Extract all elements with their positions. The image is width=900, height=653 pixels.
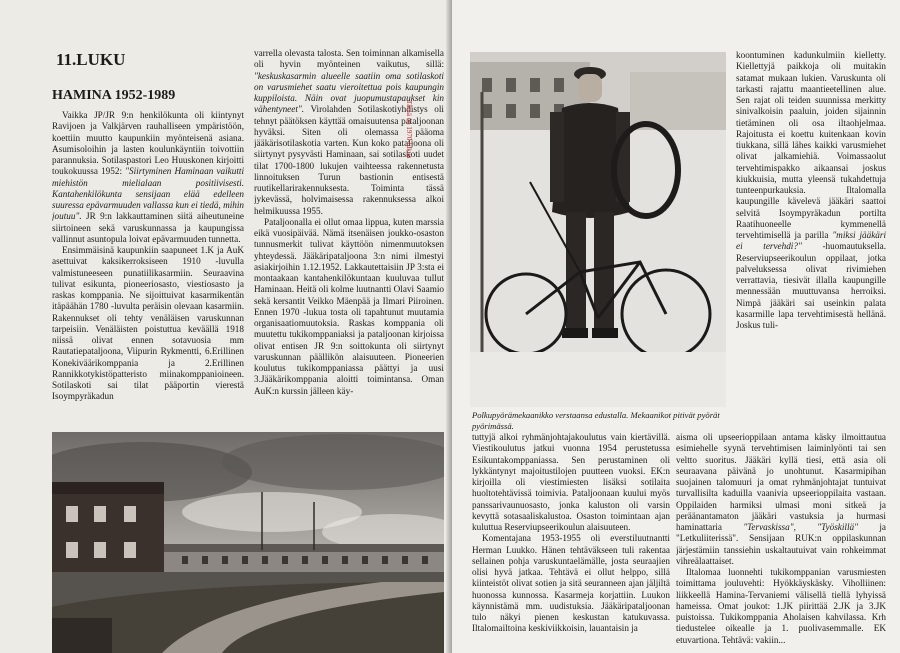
text-column-1	[52, 110, 244, 422]
paragraph: varrella olevasta talosta. Sen toiminnan alkamisella oli hyvin myönteinen vaikutus, sillä: "keskuskasarmin alueelle saatiin oma sotilaskoti on varusmiehet saatu vieroitettua pois kaupungin kuppiloista. Näin ovat juopumustapaukset kin vähentyneet". Virolahden Sotilaskotiyhdistys oli tehnyt päätöksen käyttää omaisuutensa pataljoonan hyväksi. Siten oli olemassa pääoma jääkärisotilaskotia varten. Kun koko pataljoona oli siirtynyt pysyvästi Haminaan, sai sotilaskoti uudet tilat 1700-1800 lukujen vaihteessa rakennetusta linnoituksen Turun bastionin entisestä ruutikellarirakennuksesta. Toiminta tässä jykevässä, holvimaisessa rakennuksessa alkoi helmikuussa 1955.	[254, 48, 444, 216]
paragraph: Pataljoonalla ei ollut omaa lippua, kuten marssia eikä vuosipäivää. Nämä itsenäisen joukko-osaston tunnusmerkit tulivat käyttöön nimenmuutoksen yhteydessä. Jääkäripataljoona 3:n nimi ilmestyi asiakirjoihin 1.12.1952. Lakkautettaisiin JP 3:sta ei montaakaan kantahenkilökuntaan kuuluvaa tullut Haminaan. Heitä oli kolme luutnantti Olavi Saamio sekä kersantit Veikko Mäenpää ja Ilmari Piiroinen. Ennen 1970 -lukua tosta oli tapahtunut muutamia organisaatiomuutoksia. Raskas komppania oli muutettu tukikomppaniaksi ja pataljoonan kirjoissa olivat entisen JR 9:n soittokunta oli siirtynyt varuskunnan päällikön alaisuuteen. Pioneerien koulutus tukikomppaniassa päättyi ja uusi 3.Jääkärikomppania aloitti toimintansa. Oman AuK:n kurssin jälleen käy-	[254, 216, 444, 396]
right-page	[452, 0, 900, 653]
paragraph: Ensimmäisinä kaupunkiin saapuneet 1.K ja AuK asettuivat kaksikerroksiseen 1910 -luvulla valmistuneeseen punatiilikasarmiin. Seuraavina tulivat esikunta, pioneeriosasto, viestiosasto ja raskas komppania. Ne sijoittuivat kasarmikentän itäpäähän 1780 -luvulta peräisin olevaan kasarmiin. Rakennukset oli tehty venäläisen varuskunnan tarpeisiin. Venäläisten poistuttua keväällä 1918 niissä olivat ennen sotavuosia mm Rautatiepataljoona, Viipurin Rykmentti, 6.Erillinen Konekiväärikomppania ja 2.Erillinen Rannikkotykistöpatteristo miinakomppanioineen. Sotilaskoti sai tilat pääportin vierestä Isoympyräkadun	[52, 245, 244, 402]
paragraph: koontuminen kadunkulmiin kielletty. Kiellettyjä paikkoja oli muitakin satamat mukaan lukien. Varuskunta oli tarkasti rajattu maantieetellinen alue. Sen rajat oli teiden suunnissa merkitty sinivalkoisin paaluin, joiden sijainnin tietäminen oli osa iltaohjelmaa. Rajoitusta ei koettu kuitenkaan kovin tiukkana, sillä lähes kaikki varusmiehet olivat jalkamiehiä. Voimassaolut tervehtimispakko aikaansai joskus kiukkuisia, mutta yleensä tukahdettuja tunteenpurkauksia. Iltalomalla kaupungille kävelevä jääkäri saattoi selvitä Isoympyräkadun portilta Raatihuoneelle kymmenellä tervehtimisellä ja parilla "miksi jääkäri ei tervehdi?" -huomautuksella. Reserviupseerikoulun oppilaat, jotka palveluksessa olivat rivimiehen verrattavia, tiesivät illalla kaupungille mennessään muuttuvansa herroiksi. Nimpä jääkäri sai useinkin palata kasarmille lapa tervehtimisestä hellänä. Joskus tuli-	[736, 50, 886, 330]
bicycle-mechanic-photo	[470, 52, 726, 407]
barracks-photo-image	[52, 432, 444, 653]
side-text-column	[736, 50, 886, 420]
margin-annotation: Tämä on 1970-lukua	[405, 100, 413, 159]
bicycle-mechanic-image	[470, 52, 726, 407]
paragraph: Vaikka JP/JR 9:n henkilökunta oli kiintynyt Ravijoen ja Valkjärven rauhalliseen ympäristöön, koettiin muutto kaupunkiin myönteisenä asiana. Asumisoloihin ja lasten koulunkäyntiin toivottiin parannuksia. Sotilaspastori Leo Huuskonen kirjoitti toukokuussa 1952: "Siirtyminen Haminaan vaikutti miehistön mielialaan positiivisesti. Kantahenkilökunta sensijaan elää edelleen suuressa epävarmuuden vallassa kun ei tiedä, mihin joutuu". JR 9:n lakkauttaminen siitä aiheutuneine siirtoineen sekä varuskunnassa ja kaupungissa vallinnut asuntopula loivat epävarmuuden tunnetta.	[52, 110, 244, 244]
photo-caption: Polkupyörämekaanikko verstaansa edustalla. Mekaanikot pitivät pyörät pyörimässä.	[472, 410, 720, 431]
paragraph: Komentajana 1953-1955 oli everstiluutnantti Herman Luukko. Hänen tehtäväkseen tuli rakentaa sellainen pohja varuskuntaelämälle, josta seuraajien olisi hyvä jatkaa. Tehtävä ei ollut helppo, sillä kiinteistöt olivat sotien ja sitä seuranneen ajan jäljiltä huonossa kunnossa. Kasarmeja korjattiin. Luukon käynnistämä mm. uudistuksia. Jääkäripataljoonan tulo näkyi pienen keskustan katukuvassa. Iltalomailtoina keskiviikkoisin, lauantaisin ja	[472, 533, 670, 634]
paragraph: tuttyjä alkoi ryhmänjohtajakoulutus vain kiertävillä. Viestikoulutus jatkui vuonna 1954 perustetussa Esikuntakomppaniassa. Sen perustaminen oli lykkäntynyt majoitustilojen puutteen vuoksi. EK:n kirjoilla oli viestimiesten lisäksi sotilaita huoltotehtävissä toimivia. Pataljoonaan kuului myös panssarivaunuosasto, jonka kaluston oli varsin kevyttä sotasaaliskalustoa. Osaston toimintaan ajan kuluttua Reserviupseerikoulun alaisuuteen.	[472, 432, 670, 532]
text-column-3	[472, 432, 670, 653]
barracks-photo	[52, 432, 444, 653]
paragraph: aisma oli upseerioppilaan antama käsky ilmoittautua esimiehelle syynä tervehtimisen laiminlyönti tai sen veltto suoritus. Jääkäri kyllä tiesi, että asia oli seuraavana päivänä jo unohtunut. Kasarmipihan suojainen talomuuri ja omat ryhmänjohtajat tuntuivat turvallisilta kaduilla vaanivia upseerioppilaita vastaan. Oppilaiden harmiksi ulmasi moni sitkeä ja peräänantamaton jääkäri vastuksia ja hurmasi haminattaria "Tervaskissa", "Työskillä" ja "Letkuliiterissä". Sensijaan RUK:n oppilaskunnan järjestämiin tanssiehin uskaltautuivat vain rohkeimmat vihreälaattaiset.	[676, 432, 886, 566]
text-column-2	[254, 48, 444, 426]
paragraph: Iltalomaa luonnehti tukikomppanian varusmiesten toimittama jouluvehti: Hyökkäyskäsky. Viholliinen: liikkeellä Hamina-Tervaniemi välisellä tiellä lyhyissä hameissa. Omat joukot: 1.JK piirittää 2.JK ja 3.JK puistoissa. Tukikomppania Aholaisen kahvilassa. Krh tiedustelee oikealle ja 1. puolivasemmalle. EK etuvartiona. Tehtävä: vakiin...	[676, 567, 886, 645]
text-column-4	[676, 432, 886, 653]
section-heading: HAMINA 1952-1989	[52, 88, 176, 103]
chapter-title: 11.LUKU	[56, 50, 126, 69]
